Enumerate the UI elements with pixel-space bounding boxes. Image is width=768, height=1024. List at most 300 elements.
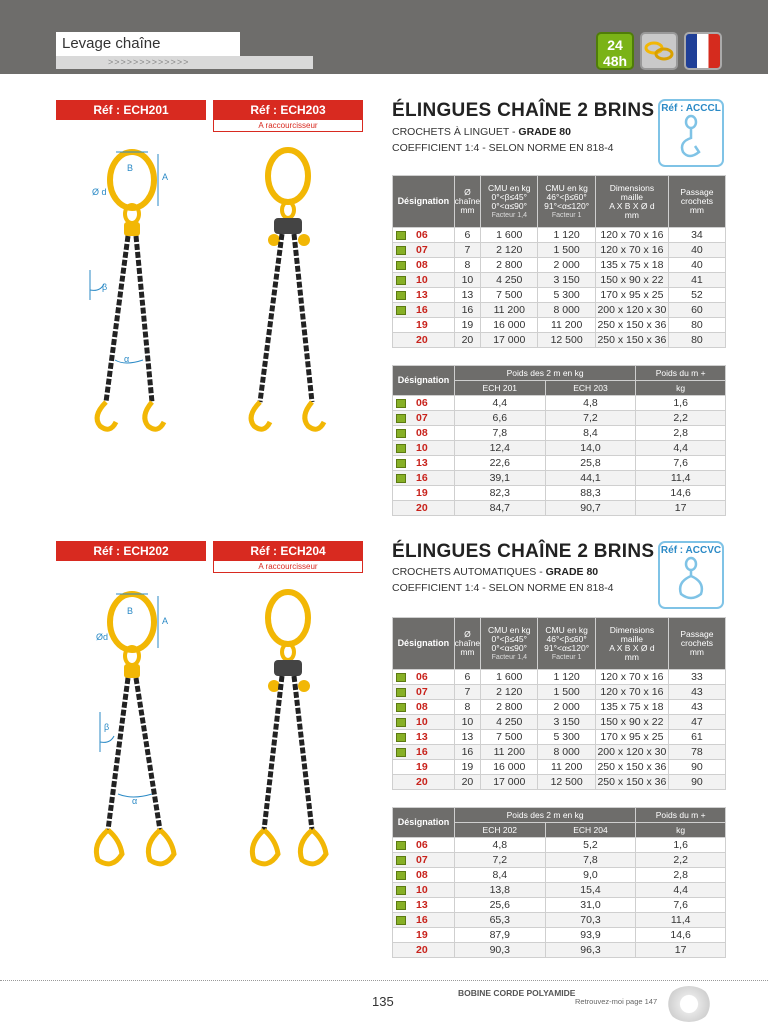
stock-icon bbox=[396, 414, 406, 423]
weight-b-cell: 8,4 bbox=[545, 426, 636, 441]
designation-code: 16 bbox=[416, 304, 428, 316]
weight-a-cell: 12,4 bbox=[454, 441, 545, 456]
weight-a-cell: 22,6 bbox=[454, 456, 545, 471]
designation-cell bbox=[393, 318, 455, 333]
weight-per-m-cell: 4,4 bbox=[636, 441, 726, 456]
stock-icon bbox=[396, 291, 406, 300]
cmu-2-cell: 12 500 bbox=[538, 775, 596, 790]
weight-b-cell: 7,8 bbox=[545, 853, 636, 868]
designation-cell bbox=[393, 411, 455, 426]
weight-per-m-cell: 2,2 bbox=[636, 411, 726, 426]
chain-cell: 6 bbox=[454, 670, 481, 685]
chain-cell: 10 bbox=[454, 273, 481, 288]
weight-b-cell: 96,3 bbox=[545, 943, 636, 958]
section-subtitle bbox=[392, 566, 598, 578]
stock-icon bbox=[396, 778, 406, 787]
designation-cell bbox=[393, 943, 455, 958]
col-cmu-1: CMU en kg 0°<β≤45° 0°<α≤90° Facteur 1,4 bbox=[481, 618, 538, 670]
cmu-2-cell: 3 150 bbox=[538, 273, 596, 288]
stock-icon bbox=[396, 901, 406, 910]
dimensions-cell: 170 x 95 x 25 bbox=[595, 288, 668, 303]
cmu-1-cell: 11 200 bbox=[481, 745, 538, 760]
passage-cell: 41 bbox=[668, 273, 725, 288]
table-row bbox=[393, 760, 726, 775]
stock-icon bbox=[396, 748, 406, 757]
table-row bbox=[393, 898, 726, 913]
cmu-1-cell: 7 500 bbox=[481, 288, 538, 303]
passage-cell: 52 bbox=[668, 288, 725, 303]
chain-cell: 8 bbox=[454, 258, 481, 273]
designation-cell bbox=[393, 913, 455, 928]
cmu-2-cell: 11 200 bbox=[538, 318, 596, 333]
table-row bbox=[393, 426, 726, 441]
cmu-2-cell: 2 000 bbox=[538, 258, 596, 273]
table-row bbox=[393, 318, 726, 333]
weight-b-cell: 31,0 bbox=[545, 898, 636, 913]
chain-cell: 7 bbox=[454, 685, 481, 700]
weight-b-cell: 14,0 bbox=[545, 441, 636, 456]
designation-code: 06 bbox=[416, 671, 428, 683]
weight-per-m-cell: 2,8 bbox=[636, 868, 726, 883]
angle-label-alpha: α bbox=[124, 354, 130, 364]
table-row bbox=[393, 868, 726, 883]
stock-icon bbox=[396, 763, 406, 772]
dimensions-cell: 250 x 150 x 36 bbox=[595, 333, 668, 348]
designation-cell bbox=[393, 715, 455, 730]
cmu-1-cell: 7 500 bbox=[481, 730, 538, 745]
table-row bbox=[393, 228, 726, 243]
chain-cell: 13 bbox=[454, 288, 481, 303]
weight-per-m-cell: 2,8 bbox=[636, 426, 726, 441]
table-row bbox=[393, 471, 726, 486]
weight-a-cell: 13,8 bbox=[454, 883, 545, 898]
dimensions-cell: 120 x 70 x 16 bbox=[595, 243, 668, 258]
chain-cell: 16 bbox=[454, 303, 481, 318]
col-dimensions: Dimensions maille A X B X Ø d mm bbox=[595, 176, 668, 228]
stock-icon bbox=[396, 841, 406, 850]
weight-a-cell: 8,4 bbox=[454, 868, 545, 883]
passage-cell: 47 bbox=[668, 715, 725, 730]
dimensions-cell: 135 x 75 x 18 bbox=[595, 700, 668, 715]
spec-table bbox=[392, 175, 726, 348]
table-row bbox=[393, 456, 726, 471]
table-row bbox=[393, 486, 726, 501]
ref-label-a: Réf : ECH202 bbox=[56, 541, 206, 561]
col-weight-b: ECH 204 bbox=[545, 823, 636, 838]
designation-code: 10 bbox=[416, 884, 428, 896]
weight-a-cell: 25,6 bbox=[454, 898, 545, 913]
weight-a-cell: 6,6 bbox=[454, 411, 545, 426]
section-title: ÉLINGUES CHAÎNE 2 BRINS bbox=[392, 100, 655, 121]
passage-cell: 90 bbox=[668, 775, 725, 790]
dimensions-cell: 250 x 150 x 36 bbox=[595, 760, 668, 775]
ref-label-a: Réf : ECH201 bbox=[56, 100, 206, 120]
designation-code: 20 bbox=[416, 502, 428, 514]
table-row bbox=[393, 883, 726, 898]
passage-cell: 80 bbox=[668, 318, 725, 333]
weight-per-m-cell: 7,6 bbox=[636, 898, 726, 913]
cmu-1-cell: 17 000 bbox=[481, 775, 538, 790]
designation-cell bbox=[393, 303, 455, 318]
table-row bbox=[393, 258, 726, 273]
weight-table bbox=[392, 807, 726, 958]
col-cmu-2: CMU en kg 46°<β≤60° 91°<α≤120° Facteur 1 bbox=[538, 176, 596, 228]
weight-per-m-cell: 2,2 bbox=[636, 853, 726, 868]
section-subtitle bbox=[392, 126, 571, 138]
stock-icon bbox=[396, 931, 406, 940]
dimensions-cell: 150 x 90 x 22 bbox=[595, 715, 668, 730]
passage-cell: 90 bbox=[668, 760, 725, 775]
stock-icon bbox=[396, 336, 406, 345]
table-row bbox=[393, 928, 726, 943]
col-weight-group: Poids des 2 m en kg bbox=[454, 808, 635, 823]
ref-note: A raccourcisseur bbox=[213, 561, 363, 573]
stock-icon bbox=[396, 489, 406, 498]
weight-b-cell: 4,8 bbox=[545, 396, 636, 411]
table-row bbox=[393, 685, 726, 700]
table-row bbox=[393, 303, 726, 318]
accessory-ref: Réf : ACCCL bbox=[661, 103, 721, 114]
cmu-2-cell: 8 000 bbox=[538, 745, 596, 760]
self-locking-hook-icon bbox=[660, 556, 722, 602]
cmu-1-cell: 16 000 bbox=[481, 318, 538, 333]
angle-label-beta: β bbox=[104, 722, 110, 732]
designation-cell bbox=[393, 898, 455, 913]
col-passage: Passage crochets mm bbox=[668, 618, 725, 670]
weight-a-cell: 82,3 bbox=[454, 486, 545, 501]
weight-b-cell: 88,3 bbox=[545, 486, 636, 501]
col-designation: Désignation bbox=[393, 366, 455, 396]
section-coefficient: COEFFICIENT 1:4 - SELON NORME EN 818-4 bbox=[392, 582, 614, 594]
weight-per-m-cell: 17 bbox=[636, 943, 726, 958]
col-chain: Ø chaîne mm bbox=[454, 618, 481, 670]
col-weight-group: Poids des 2 m en kg bbox=[454, 366, 635, 381]
col-passage: Passage crochets mm bbox=[668, 176, 725, 228]
cmu-1-cell: 4 250 bbox=[481, 273, 538, 288]
weight-b-cell: 25,8 bbox=[545, 456, 636, 471]
dimensions-cell: 200 x 120 x 30 bbox=[595, 745, 668, 760]
designation-code: 13 bbox=[416, 899, 428, 911]
dim-label-od: Ød bbox=[96, 632, 109, 642]
designation-code: 06 bbox=[416, 229, 428, 241]
designation-cell bbox=[393, 333, 455, 348]
stock-icon bbox=[396, 261, 406, 270]
table-row bbox=[393, 853, 726, 868]
cmu-1-cell: 2 800 bbox=[481, 700, 538, 715]
designation-cell bbox=[393, 700, 455, 715]
designation-cell bbox=[393, 396, 455, 411]
chain-cell: 13 bbox=[454, 730, 481, 745]
subtitle-text: CROCHETS AUTOMATIQUES - bbox=[392, 566, 546, 578]
table-row bbox=[393, 775, 726, 790]
dim-label-a: A bbox=[162, 616, 169, 626]
designation-code: 08 bbox=[416, 259, 428, 271]
cmu-2-cell: 1 120 bbox=[538, 670, 596, 685]
weight-b-cell: 7,2 bbox=[545, 411, 636, 426]
page-number: 135 bbox=[372, 994, 394, 1009]
page-header bbox=[0, 0, 768, 74]
passage-cell: 40 bbox=[668, 243, 725, 258]
chain-cell: 19 bbox=[454, 318, 481, 333]
cmu-2-cell: 1 120 bbox=[538, 228, 596, 243]
cmu-2-cell: 1 500 bbox=[538, 685, 596, 700]
designation-code: 07 bbox=[416, 244, 428, 256]
designation-code: 16 bbox=[416, 914, 428, 926]
stock-icon bbox=[396, 429, 406, 438]
designation-cell bbox=[393, 760, 455, 775]
table-row bbox=[393, 838, 726, 853]
dimensions-cell: 170 x 95 x 25 bbox=[595, 730, 668, 745]
french-flag-icon bbox=[684, 32, 722, 70]
subtitle-text: CROCHETS À LINGUET - bbox=[392, 126, 519, 138]
weight-a-cell: 4,8 bbox=[454, 838, 545, 853]
angle-label-alpha: α bbox=[132, 796, 138, 806]
designation-code: 19 bbox=[416, 929, 428, 941]
stock-icon bbox=[396, 946, 406, 955]
designation-cell bbox=[393, 501, 455, 516]
designation-cell bbox=[393, 670, 455, 685]
stock-icon bbox=[396, 444, 406, 453]
weight-b-cell: 15,4 bbox=[545, 883, 636, 898]
passage-cell: 80 bbox=[668, 333, 725, 348]
chain-cell: 19 bbox=[454, 760, 481, 775]
footer-see-page: Retrouvez-moi page 147 bbox=[575, 997, 658, 1006]
footer-divider bbox=[0, 980, 768, 981]
designation-code: 08 bbox=[416, 869, 428, 881]
designation-cell bbox=[393, 883, 455, 898]
passage-cell: 78 bbox=[668, 745, 725, 760]
table-row bbox=[393, 288, 726, 303]
table-row bbox=[393, 715, 726, 730]
designation-code: 13 bbox=[416, 731, 428, 743]
weight-b-cell: 70,3 bbox=[545, 913, 636, 928]
cmu-1-cell: 1 600 bbox=[481, 670, 538, 685]
hook-latch-icon bbox=[660, 114, 722, 160]
cmu-2-cell: 11 200 bbox=[538, 760, 596, 775]
weight-per-m-cell: 14,6 bbox=[636, 486, 726, 501]
stock-icon bbox=[396, 886, 406, 895]
col-weight-per-m: Poids du m + bbox=[636, 366, 726, 381]
section-title: ÉLINGUES CHAÎNE 2 BRINS bbox=[392, 541, 655, 562]
stock-icon bbox=[396, 688, 406, 697]
accessory-box bbox=[658, 99, 724, 167]
cmu-2-cell: 3 150 bbox=[538, 715, 596, 730]
col-weight-b: ECH 203 bbox=[545, 381, 636, 396]
cmu-1-cell: 2 120 bbox=[481, 243, 538, 258]
dim-label-b: B bbox=[127, 163, 134, 173]
ref-note: A raccourcisseur bbox=[213, 120, 363, 132]
delivery-24-48h-icon bbox=[596, 32, 634, 70]
breadcrumb-arrows: >>>>>>>>>>>>> bbox=[56, 56, 313, 69]
cmu-1-cell: 4 250 bbox=[481, 715, 538, 730]
designation-cell bbox=[393, 928, 455, 943]
designation-code: 16 bbox=[416, 472, 428, 484]
table-row bbox=[393, 501, 726, 516]
badge-48h-text: 48h bbox=[602, 53, 628, 69]
table-row bbox=[393, 943, 726, 958]
designation-cell bbox=[393, 426, 455, 441]
cmu-1-cell: 1 600 bbox=[481, 228, 538, 243]
designation-cell bbox=[393, 456, 455, 471]
weight-per-m-cell: 4,4 bbox=[636, 883, 726, 898]
stock-icon bbox=[396, 916, 406, 925]
weight-a-cell: 7,8 bbox=[454, 426, 545, 441]
weight-a-cell: 65,3 bbox=[454, 913, 545, 928]
weight-b-cell: 93,9 bbox=[545, 928, 636, 943]
stock-icon bbox=[396, 276, 406, 285]
designation-cell bbox=[393, 685, 455, 700]
designation-code: 06 bbox=[416, 839, 428, 851]
badge-24-text: 24 bbox=[607, 37, 623, 53]
table-row bbox=[393, 441, 726, 456]
dimensions-cell: 200 x 120 x 30 bbox=[595, 303, 668, 318]
weight-a-cell: 90,3 bbox=[454, 943, 545, 958]
table-row bbox=[393, 700, 726, 715]
designation-code: 16 bbox=[416, 746, 428, 758]
table-row bbox=[393, 273, 726, 288]
weight-per-m-cell: 1,6 bbox=[636, 838, 726, 853]
stock-icon bbox=[396, 321, 406, 330]
cmu-2-cell: 1 500 bbox=[538, 243, 596, 258]
table-row bbox=[393, 745, 726, 760]
passage-cell: 43 bbox=[668, 685, 725, 700]
col-cmu-2: CMU en kg 46°<β≤60° 91°<α≤120° Facteur 1 bbox=[538, 618, 596, 670]
accessory-box bbox=[658, 541, 724, 609]
accessory-ref: Réf : ACCVC bbox=[660, 545, 722, 556]
cmu-1-cell: 2 800 bbox=[481, 258, 538, 273]
designation-code: 13 bbox=[416, 457, 428, 469]
passage-cell: 61 bbox=[668, 730, 725, 745]
weight-a-cell: 4,4 bbox=[454, 396, 545, 411]
chain-link-icon bbox=[640, 32, 678, 70]
cmu-2-cell: 12 500 bbox=[538, 333, 596, 348]
col-weight-a: ECH 202 bbox=[454, 823, 545, 838]
table-row bbox=[393, 670, 726, 685]
stock-icon bbox=[396, 474, 406, 483]
grade-text: GRADE 80 bbox=[545, 566, 599, 578]
designation-cell bbox=[393, 273, 455, 288]
grade-text: GRADE 80 bbox=[518, 126, 571, 138]
chain-cell: 16 bbox=[454, 745, 481, 760]
designation-code: 19 bbox=[416, 761, 428, 773]
ref-label-b: Réf : ECH204 bbox=[213, 541, 363, 561]
col-designation: Désignation bbox=[393, 808, 455, 838]
weight-per-m-cell: 11,4 bbox=[636, 471, 726, 486]
col-weight-unit: kg bbox=[636, 381, 726, 396]
chain-cell: 20 bbox=[454, 333, 481, 348]
dimensions-cell: 250 x 150 x 36 bbox=[595, 318, 668, 333]
dimensions-cell: 120 x 70 x 16 bbox=[595, 685, 668, 700]
stock-icon bbox=[396, 231, 406, 240]
table-row bbox=[393, 913, 726, 928]
weight-per-m-cell: 17 bbox=[636, 501, 726, 516]
chain-cell: 10 bbox=[454, 715, 481, 730]
cmu-2-cell: 5 300 bbox=[538, 288, 596, 303]
designation-code: 10 bbox=[416, 716, 428, 728]
designation-code: 06 bbox=[416, 397, 428, 409]
designation-code: 20 bbox=[416, 776, 428, 788]
dimensions-cell: 120 x 70 x 16 bbox=[595, 670, 668, 685]
designation-code: 07 bbox=[416, 686, 428, 698]
designation-cell bbox=[393, 838, 455, 853]
designation-cell bbox=[393, 730, 455, 745]
col-dimensions: Dimensions maille A X B X Ø d mm bbox=[595, 618, 668, 670]
designation-code: 19 bbox=[416, 319, 428, 331]
passage-cell: 33 bbox=[668, 670, 725, 685]
weight-a-cell: 84,7 bbox=[454, 501, 545, 516]
passage-cell: 40 bbox=[668, 258, 725, 273]
stock-icon bbox=[396, 673, 406, 682]
col-chain: Ø chaîne mm bbox=[454, 176, 481, 228]
weight-per-m-cell: 11,4 bbox=[636, 913, 726, 928]
designation-cell bbox=[393, 775, 455, 790]
designation-cell bbox=[393, 853, 455, 868]
chain-cell: 8 bbox=[454, 700, 481, 715]
sling-illustration-hook-latch bbox=[60, 140, 380, 440]
designation-code: 10 bbox=[416, 274, 428, 286]
col-cmu-1: CMU en kg 0°<β≤45° 0°<α≤90° Facteur 1,4 bbox=[481, 176, 538, 228]
designation-cell bbox=[393, 745, 455, 760]
dimensions-cell: 150 x 90 x 22 bbox=[595, 273, 668, 288]
dim-label-od: Ø d bbox=[92, 187, 107, 197]
table-row bbox=[393, 243, 726, 258]
cmu-1-cell: 2 120 bbox=[481, 685, 538, 700]
table-row bbox=[393, 333, 726, 348]
sling-illustration-self-locking bbox=[60, 582, 380, 882]
table-row bbox=[393, 411, 726, 426]
designation-cell bbox=[393, 471, 455, 486]
ref-label-b: Réf : ECH203 bbox=[213, 100, 363, 120]
stock-icon bbox=[396, 871, 406, 880]
cmu-1-cell: 17 000 bbox=[481, 333, 538, 348]
designation-code: 20 bbox=[416, 334, 428, 346]
weight-a-cell: 39,1 bbox=[454, 471, 545, 486]
chain-cell: 7 bbox=[454, 243, 481, 258]
designation-cell bbox=[393, 288, 455, 303]
designation-code: 20 bbox=[416, 944, 428, 956]
designation-cell bbox=[393, 868, 455, 883]
cmu-2-cell: 5 300 bbox=[538, 730, 596, 745]
weight-b-cell: 5,2 bbox=[545, 838, 636, 853]
designation-code: 13 bbox=[416, 289, 428, 301]
weight-per-m-cell: 1,6 bbox=[636, 396, 726, 411]
rope-spool-image bbox=[666, 986, 712, 1022]
designation-code: 07 bbox=[416, 412, 428, 424]
col-designation: Désignation bbox=[393, 176, 455, 228]
cmu-2-cell: 8 000 bbox=[538, 303, 596, 318]
stock-icon bbox=[396, 306, 406, 315]
cmu-1-cell: 16 000 bbox=[481, 760, 538, 775]
angle-label-beta: β bbox=[102, 282, 108, 292]
page-title: Levage chaîne bbox=[56, 32, 240, 56]
chain-cell: 6 bbox=[454, 228, 481, 243]
stock-icon bbox=[396, 856, 406, 865]
designation-code: 19 bbox=[416, 487, 428, 499]
weight-a-cell: 7,2 bbox=[454, 853, 545, 868]
stock-icon bbox=[396, 703, 406, 712]
dim-label-b: B bbox=[127, 606, 134, 616]
stock-icon bbox=[396, 504, 406, 513]
col-designation: Désignation bbox=[393, 618, 455, 670]
passage-cell: 60 bbox=[668, 303, 725, 318]
stock-icon bbox=[396, 399, 406, 408]
designation-cell bbox=[393, 243, 455, 258]
dim-label-a: A bbox=[162, 172, 169, 182]
designation-code: 08 bbox=[416, 427, 428, 439]
designation-code: 08 bbox=[416, 701, 428, 713]
stock-icon bbox=[396, 733, 406, 742]
designation-cell bbox=[393, 486, 455, 501]
